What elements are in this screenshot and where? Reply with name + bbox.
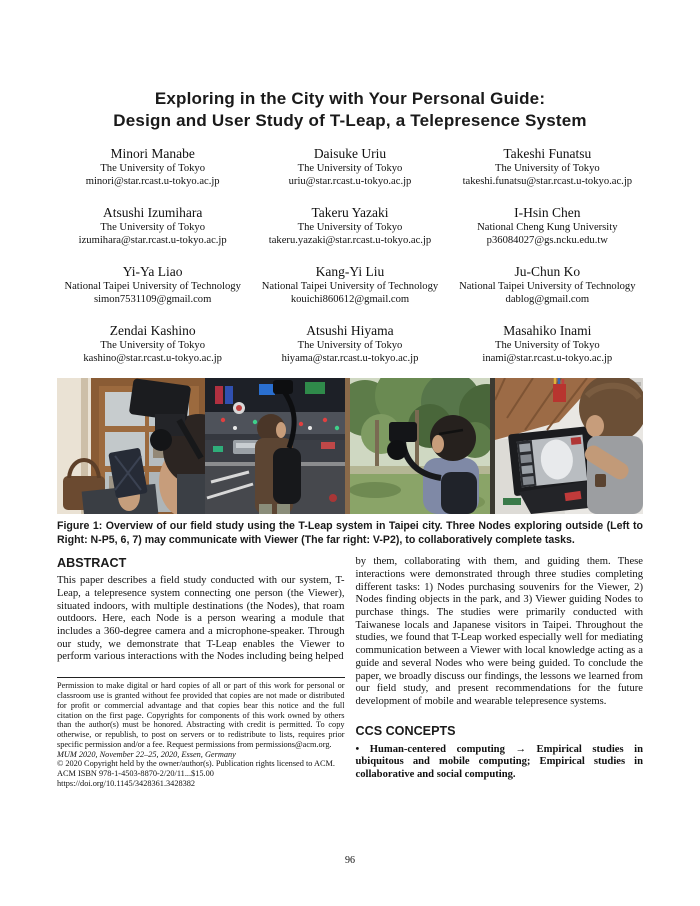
figure-photo-node-np6-night-street: [205, 378, 345, 514]
footnote-block: [57, 677, 345, 789]
author-affiliation: National Taipei University of Technology: [64, 281, 241, 292]
abstract-text: This paper describes a field study conducted with our system, T-Leap, a telepresence system connecting one person (the Viewer), situated indoors, with multiple destinations (the Nodes), that roam outdoors. Here, each Node is a person wearing a module that includes a 360-degree camera and a microphone-speaker. Through our study, we demonstrate that T-Leap enables the Viewer to perform various interactions with the Nodes including being helped: [57, 575, 345, 663]
author-name: Ju-Chun Ko: [514, 264, 581, 279]
author-email: kashino@star.rcast.u-tokyo.ac.jp: [83, 353, 222, 364]
author-affiliation: The University of Tokyo: [494, 340, 600, 351]
author-affiliation: The University of Tokyo: [297, 222, 403, 233]
author-affiliation: The University of Tokyo: [100, 163, 206, 174]
author-email: takeshi.funatsu@star.rcast.u-tokyo.ac.jp: [462, 176, 633, 187]
author-name: Atsushi Hiyama: [306, 323, 394, 338]
author-email: dablog@gmail.com: [505, 294, 590, 305]
author-block-izumihara: [57, 204, 248, 247]
author-email: p36084027@gs.ncku.edu.tw: [486, 235, 608, 246]
figure-photo-node-np7-park: [345, 378, 495, 514]
two-column-body: [57, 556, 643, 789]
author-email: minori@star.rcast.u-tokyo.ac.jp: [85, 176, 220, 187]
author-affiliation: The University of Tokyo: [100, 222, 206, 233]
paper-title: [57, 88, 643, 132]
author-block-liao: [57, 263, 248, 306]
author-block-hiyama: [254, 322, 445, 365]
author-email: kouichi860612@gmail.com: [290, 294, 410, 305]
author-name: Takeshi Funatsu: [503, 146, 592, 161]
author-affiliation: National Cheng Kung University: [477, 222, 618, 233]
footnote-copyright: © 2020 Copyright held by the owner/author(s). Publication rights licensed to ACM.: [57, 759, 335, 769]
author-email: izumihara@star.rcast.u-tokyo.ac.jp: [78, 235, 227, 246]
footnote-isbn: ACM ISBN 978-1-4503-8870-2/20/11...$15.00: [57, 769, 214, 779]
author-name: Takeru Yazaki: [311, 205, 389, 220]
author-email: hiyama@star.rcast.u-tokyo.ac.jp: [281, 353, 419, 364]
author-block-uriu: [254, 145, 445, 188]
author-affiliation: National Taipei University of Technology: [459, 281, 636, 292]
abstract-heading: ABSTRACT: [57, 556, 127, 571]
ccs-concepts-text: • Human-centered computing → Empirical studies in ubiquitous and mobile computing; Empirical studies in collaborative and social computing.: [355, 743, 643, 781]
left-column: [57, 556, 345, 789]
figure-1-caption: Figure 1: Overview of our field study using the T-Leap system in Taipei city. Three Nodes exploring outside (Left to Right: N-P5, 6, 7) may communicate with Viewer (The far right: V-P2), to collaboratively complete tasks.: [57, 520, 643, 546]
footnote-conference: MUM 2020, November 22–25, 2020, Essen, Germany: [57, 749, 236, 759]
author-block-chen: [452, 204, 643, 247]
author-email: simon7531109@gmail.com: [93, 294, 212, 305]
author-block-manabe: [57, 145, 248, 188]
abstract-continuation-text: by them, collaborating with them, and guiding them. These interactions were demonstrated through three studies completing different tasks: 1) Nodes purchasing souvenirs for the Viewer, 2) Nodes finding objects in the park, and 3) Viewer guiding Nodes to purchase things. The studies were primarily conducted with Taiwanese locals and Japanese visitors in Taipei. Throughout the studies, we found that T-Leap worked especially well for mediating communication between a Viewer with local knowledge acting as a guide and several Nodes who were being guided. To conclude the paper, we broadly discuss our findings, the lessons we learned from our field study, and present recommendations for the future development of mobile and wearable telepresence systems.: [355, 556, 643, 707]
paper-title-line2: Design and User Study of T-Leap, a Telepresence System: [113, 111, 587, 130]
author-affiliation: National Taipei University of Technology: [261, 281, 439, 292]
author-name: Daisuke Uriu: [313, 146, 387, 161]
author-email: inami@star.rcast.u-tokyo.ac.jp: [482, 353, 613, 364]
author-block-ko: [452, 263, 643, 306]
author-name: Minori Manabe: [110, 146, 195, 161]
author-affiliation: The University of Tokyo: [297, 163, 403, 174]
author-name: I-Hsin Chen: [514, 205, 581, 220]
footnote-doi-link[interactable]: https://doi.org/10.1145/3428361.3428382: [57, 779, 196, 789]
authors-grid: [57, 145, 643, 365]
figure-1-photo-strip: [57, 378, 643, 514]
ccs-concepts-heading: CCS CONCEPTS: [355, 723, 456, 738]
page-number: 96: [345, 855, 355, 866]
author-email: uriu@star.rcast.u-tokyo.ac.jp: [288, 176, 412, 187]
author-block-inami: [452, 322, 643, 365]
author-name: Masahiko Inami: [503, 323, 592, 338]
author-name: Yi-Ya Liao: [122, 264, 183, 279]
author-email: takeru.yazaki@star.rcast.u-tokyo.ac.jp: [268, 235, 432, 246]
author-affiliation: The University of Tokyo: [494, 163, 600, 174]
footnote-permission: Permission to make digital or hard copies of all or part of this work for personal or classroom use is granted without fee provided that copies are not made or distributed for profit or commercial advantage and that copies bear this notice and the full citation on the first page. Copyrights for components of this work owned by others than the author(s) must be honored. Abstracting with credit is permitted. To copy otherwise, or republish, to post on servers or to redistribute to lists, requires prior specific permission and/or a fee. Request permissions from permissions@acm.org.: [57, 681, 345, 749]
author-block-yazaki: [254, 204, 445, 247]
figure-photo-node-np5-indoor: [57, 378, 205, 514]
author-name: Zendai Kashino: [109, 323, 196, 338]
right-column: [356, 556, 644, 789]
figure-photo-viewer-vp2-laptop: [495, 378, 643, 514]
author-affiliation: The University of Tokyo: [297, 340, 403, 351]
author-block-liu: [254, 263, 445, 306]
author-block-funatsu: [452, 145, 643, 188]
author-name: Atsushi Izumihara: [102, 205, 203, 220]
author-block-kashino: [57, 322, 248, 365]
author-affiliation: The University of Tokyo: [100, 340, 206, 351]
paper-title-line1: Exploring in the City with Your Personal Guide:: [154, 89, 546, 108]
author-name: Kang-Yi Liu: [315, 264, 385, 279]
